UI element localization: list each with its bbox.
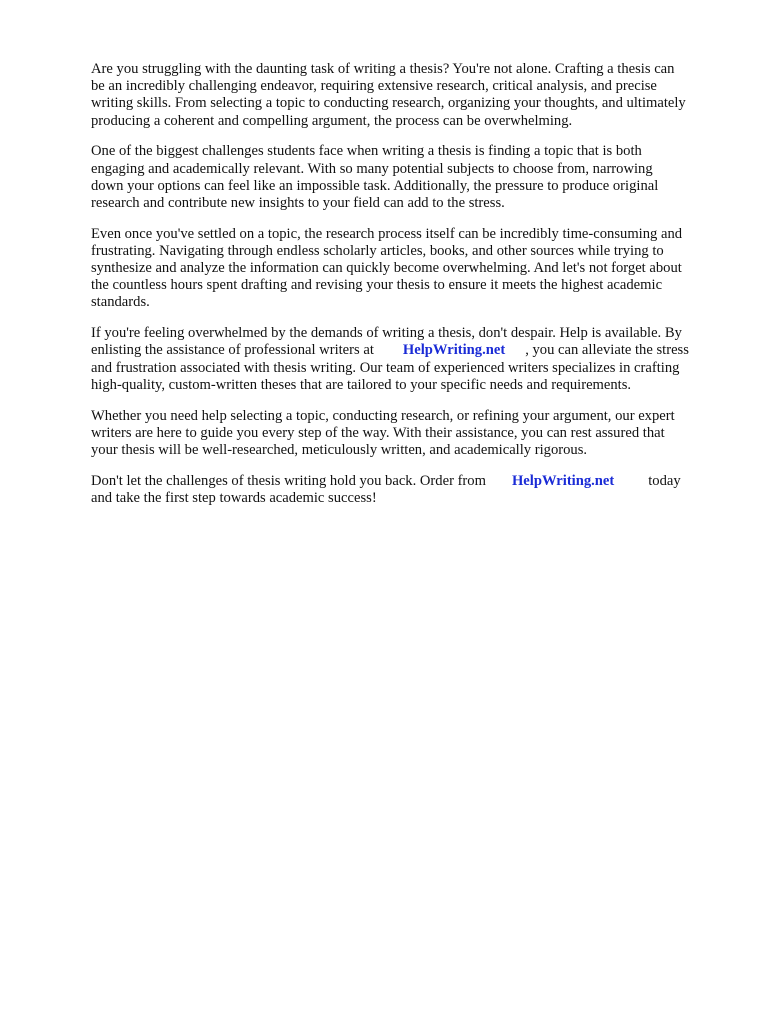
text-line-with-link — [91, 342, 727, 359]
text-fragment: Don't let the challenges of thesis writing hold you back. Order from — [91, 472, 486, 489]
text-line: and frustration associated with thesis writing. Our team of experienced writers specializes in crafting — [91, 359, 680, 376]
paragraph-research-process — [91, 226, 727, 312]
paragraph-help-available — [91, 325, 727, 394]
text-line: down your options can feel like an impossible task. Additionally, the pressure to produce original — [91, 177, 659, 194]
helpwriting-link[interactable]: HelpWriting.net — [402, 342, 506, 359]
paragraph-topic-challenge — [91, 143, 727, 212]
text-line: Even once you've settled on a topic, the research process itself can be incredibly time-consuming and — [91, 225, 683, 242]
text-line: standards. — [91, 294, 150, 311]
helpwriting-order-link[interactable]: HelpWriting.net — [511, 472, 615, 489]
text-line: the countless hours spent drafting and revising your thesis to ensure it meets the highest academic — [91, 277, 663, 294]
text-line: synthesize and analyze the information can quickly become overwhelming. And let's not forget about — [91, 260, 682, 277]
text-fragment: enlisting the assistance of professional writers at — [91, 342, 374, 359]
text-line: If you're feeling overwhelmed by the demands of writing a thesis, don't despair. Help is available. By — [91, 325, 682, 342]
text-line: research and contribute new insights to your field can add to the stress. — [91, 194, 505, 211]
text-line: Whether you need help selecting a topic, conducting research, or refining your argument, our expert — [91, 407, 675, 424]
text-fragment: , you can alleviate the stress — [525, 342, 689, 359]
paragraph-intro — [91, 61, 727, 130]
text-line: One of the biggest challenges students face when writing a thesis is finding a topic that is both — [91, 143, 642, 160]
text-line: engaging and academically relevant. With so many potential subjects to choose from, narrowing — [91, 160, 653, 177]
document-body — [91, 61, 727, 521]
text-line: be an incredibly challenging endeavor, requiring extensive research, critical analysis, and precise — [91, 78, 657, 95]
text-fragment: today — [648, 472, 681, 489]
text-line: and take the first step towards academic success! — [91, 489, 377, 506]
text-line: high-quality, custom-written theses that are tailored to your specific needs and requirements. — [91, 376, 632, 393]
text-line: writing skills. From selecting a topic to conducting research, organizing your thoughts, and ultimately — [91, 95, 686, 112]
text-line: writers are here to guide you every step of the way. With their assistance, you can rest assured that — [91, 424, 665, 441]
text-line-with-link — [91, 473, 727, 490]
paragraph-call-to-action — [91, 473, 727, 507]
paragraph-expert-writers — [91, 408, 727, 460]
text-line: producing a coherent and compelling argument, the process can be overwhelming. — [91, 112, 573, 129]
text-line: your thesis will be well-researched, meticulously written, and academically rigorous. — [91, 441, 588, 458]
text-line: Are you struggling with the daunting task of writing a thesis? You're not alone. Crafting a thesis can — [91, 61, 675, 77]
text-line: frustrating. Navigating through endless scholarly articles, books, and other sources while trying to — [91, 242, 664, 259]
